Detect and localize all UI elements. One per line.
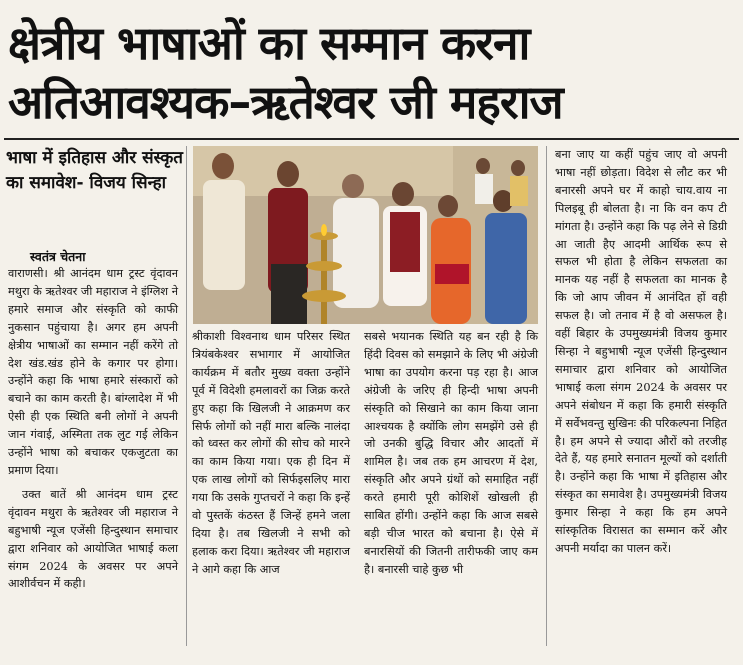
headline-line-1: क्षेत्रीय भाषाओं का सम्मान करना — [8, 16, 530, 70]
subheadline: भाषा में इतिहास और संस्कृत का समावेश- विजय सिन्हा — [6, 148, 183, 193]
column-3 — [364, 328, 538, 585]
news-photo — [193, 146, 538, 324]
column-1 — [8, 265, 178, 599]
headline-rule — [4, 138, 739, 140]
column-4 — [555, 146, 727, 564]
headline-line-2: अतिआवश्यक–ऋतेश्वर जी महराज — [8, 75, 563, 129]
column-divider — [546, 146, 547, 646]
news-photo-lamp-lighting-icon — [193, 146, 538, 324]
column-3-text: सबसे भयानक स्थिति यह बन रही है कि हिंदी दिवस को समझाने के लिए भी अंग्रेजी भाषा का उपयोग करना पड़ रहा है। आज अंग्रेजी के जरिए ही हिन्दी भाषा अपनी संस्कृति को सिखाने का काम किया जाना आश्चयक है क्योंकि लोग समझेंगे उसे ही जो उनकी बुद्धि विचार और आदतों में शामिल है। जब तक हम आचरण में देश, संस्कृति और अपने ग्रंथों को समाहित नहीं करते हमारी पूरी कोशिशें खोखली ही साबित होंगी। उन्होंने कहा कि आज सबसे बड़ी चीज भारत को बचाना है। ऐसे में बनारसियों की जितनी तारीफकी जाए कम है। बनारसी चाहे कुछ भी — [364, 330, 538, 576]
column-1-paragraph-2: उक्त बातें श्री आनंदम धाम ट्रस्ट वृंदावन मथुरा के ऋतेश्वर जी महाराज ने बहुभाषी न्यूज एजेंसी हिन्दुस्थान समाचार द्वारा शनिवार को आयोजित भाषाई कला संगम 2024 के अवसर पर अपने आशीर्वचन में कही। — [8, 487, 178, 591]
column-2 — [192, 328, 350, 585]
byline-source: स्वतंत्र चेतना — [30, 249, 86, 264]
column-divider — [186, 146, 187, 646]
column-4-text: बना जाए या कहीं पहुंच जाए वो अपनी भाषा नहीं छोड़ता। विदेश से लौट कर भी बनारसी अपने घर में काहो चाय.वाय ना पिलइबू ही बोलता है। ना कि वन कप टी मांगता है। उन्होंने कहा कि पढ़ लेने से डिग्री आ जाती हैए आदमी आर्थिक रूप से सफल भी होता है लेकिन सफलता का मानक यह नहीं है सफलता का मानक है कि जो आप जीवन में आनंदित हों वही सफल है। जो तनाव में है वो असफल है। वहीं बिहार के उपमुख्यमंत्री विजय कुमार सिन्हा ने बहुभाषी न्यूज एजेंसी हिन्दुस्थान समाचार द्वारा शनिवार को आयोजित भाषाई कला संगम 2024 के अवसर पर अपने संबोधन में कहा कि हमारी संस्कृति में सर्वेभवन्तु सुखिनः की परिकल्पना निहित है। हम अपने से ज्यादा औरों को तरजीह देते हैं, यह हमारे सनातन मूल्यों को दर्शाती है। उन्होंने कहा कि भाषा में इतिहास और संस्कृत का समावेश है। उपमुख्यमंत्री विजय कुमार सिन्हा ने कहा कि हम अपने सांस्कृतिक विरासत का सम्मान करें और अपनी मर्यादा का पालन करें। — [555, 148, 727, 555]
column-1-paragraph-1: वाराणसी। श्री आनंदम धाम ट्रस्ट वृंदावन मथुरा के ऋतेश्वर जी महाराज ने इंग्लिश ने हमारे समाज और संस्कृति को काफी नुकसान पहुंचाया है। अगर हम अपनी क्षेत्रीय भाषाओं का सम्मान नहीं करेंगे तो देश खंड.खंड होने के कगार पर होगा। उन्होंने कहा कि भाषा हमारे संस्कारों को बचाने का काम करती है। बांग्लादेश में भी ऐसी ही एक स्थिति बनी लोगों ने अपनी जान गंवाई, अस्मिता तक लुट गई लेकिन उन्होंने भाषा को बचाकर एकजुटता का प्रमाण दिया। — [8, 267, 178, 477]
column-2-text: श्रीकाशी विश्वनाथ धाम परिसर स्थित त्रियंबकेश्वर सभागार में आयोजित कार्यक्रम में बतौर मुख्य वक्ता उन्होंने पूर्व में विदेशी हमलावरों का जिक्र करते हुए कहा कि खिलजी ने आक्रमण कर सिर्फ लोगों को नहीं मारा बल्कि नालंदा को ध्वस्त कर लोगों की सोच को मारने का काम किया गया। एक ही दिन में एक लाख लोगों को सिर्फइसलिए मारा गया कि उसके गुप्तचरों ने कहा कि इन्हें वो पुस्तकें कंठस्त हैं जिन्हें हमने जला दिया है। तब खिलजी ने सभी को हलाक करा दिया। ऋतेश्वर जी महाराज ने आगे कहा कि आज — [192, 330, 350, 576]
previous-article-strip — [0, 0, 743, 8]
headline — [8, 14, 733, 132]
